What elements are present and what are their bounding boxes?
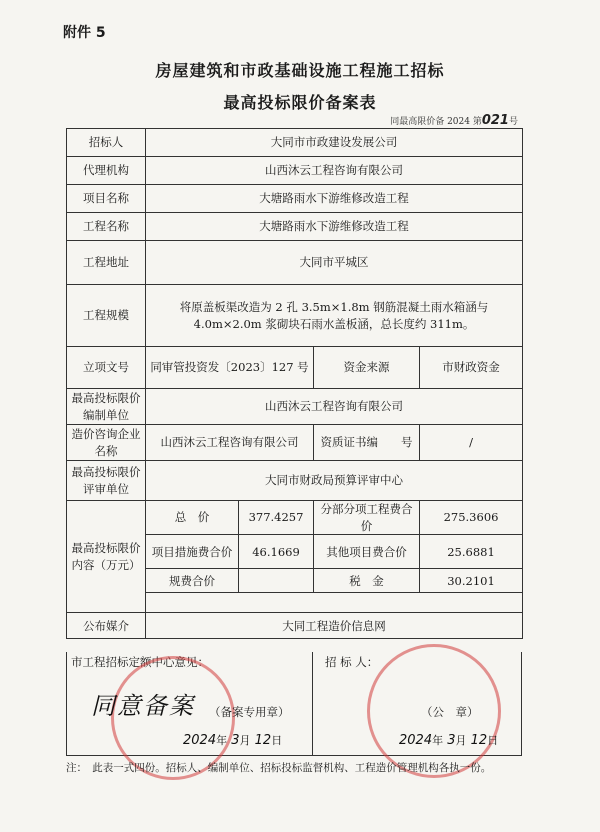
reviewer-value: 大同市财政局预算评审中心 [146, 461, 523, 501]
attachment-label: 附件 5 [63, 25, 106, 41]
cert-value: / [420, 425, 523, 461]
tenderer-label: 招标人 [67, 129, 146, 157]
work-label: 工程名称 [67, 213, 146, 241]
site-label: 工程地址 [67, 241, 146, 285]
subitem-value: 275.3606 [420, 501, 523, 535]
compiler-value: 山西沐云工程咨询有限公司 [146, 389, 523, 425]
tax-value: 30.2101 [420, 569, 523, 593]
work-value: 大塘路雨水下游维修改造工程 [146, 213, 523, 241]
center-date-day: 12 [254, 733, 272, 748]
center-date [183, 732, 282, 748]
center-signature: 同意备案 [91, 692, 195, 720]
cert-label: 资质证书编 号 [314, 425, 420, 461]
tenderer-unit-month: 月 [455, 734, 467, 747]
scale-label: 工程规模 [67, 285, 146, 347]
tenderer-date-month: 3 [447, 733, 456, 748]
fund-label: 资金来源 [314, 347, 420, 389]
tenderer-date-day: 12 [470, 733, 488, 748]
doc-no-value: 021 [481, 113, 509, 128]
site-value: 大同市平城区 [146, 241, 523, 285]
doc-no-prefix: 同最高限价备 2024 第 [390, 117, 482, 127]
center-date-month: 3 [231, 733, 240, 748]
tenderer-value: 大同市市政建设发展公司 [146, 129, 523, 157]
page-subtitle: 最高投标限价备案表 [223, 93, 377, 112]
reviewer-label: 最高投标限价评审单位 [67, 461, 146, 501]
approval-label: 立项文号 [67, 347, 146, 389]
fee-value [239, 569, 314, 593]
other-value: 25.6881 [420, 535, 523, 569]
document-number [390, 113, 518, 128]
center-opinion-block [67, 652, 313, 756]
approval-value: 同审管投资发〔2023〕127 号 [146, 347, 314, 389]
subitem-label: 分部分项工程费合价 [314, 501, 420, 535]
other-label: 其他项目费合价 [314, 535, 420, 569]
footnote: 注： 此表一式四份。招标人、编制单位、招标投标监督机构、工程造价管理机构各执一份。 [66, 762, 492, 774]
center-unit-month: 月 [239, 734, 251, 747]
center-unit-year: 年 [216, 734, 228, 747]
consult-label: 造价咨询企业名称 [67, 425, 146, 461]
approval-section [66, 652, 522, 756]
page-title: 房屋建筑和市政基础设施工程施工招标 [155, 61, 445, 80]
center-date-year: 2024 [183, 733, 217, 748]
center-seal-label: （备案专用章） [209, 705, 290, 719]
media-value: 大同工程造价信息网 [146, 613, 523, 639]
compiler-label: 最高投标限价编制单位 [67, 389, 146, 425]
project-label: 项目名称 [67, 185, 146, 213]
project-value: 大塘路雨水下游维修改造工程 [146, 185, 523, 213]
content-blank [146, 593, 523, 613]
center-opinion-label: 市工程招标定额中心意见： [71, 655, 209, 669]
total-value: 377.4257 [239, 501, 314, 535]
tenderer-date-year: 2024 [399, 733, 433, 748]
measure-value: 46.1669 [239, 535, 314, 569]
fee-label: 规费合价 [146, 569, 239, 593]
consult-value: 山西沐云工程咨询有限公司 [146, 425, 314, 461]
filing-table [66, 128, 523, 639]
tenderer-sign-label: 招 标 人： [325, 655, 379, 669]
center-unit-day: 日 [271, 734, 283, 747]
doc-no-suffix: 号 [508, 117, 518, 127]
tenderer-date [399, 732, 498, 748]
agency-value: 山西沐云工程咨询有限公司 [146, 157, 523, 185]
tenderer-unit-year: 年 [432, 734, 444, 747]
fund-value: 市财政资金 [420, 347, 523, 389]
media-label: 公布媒介 [67, 613, 146, 639]
tenderer-seal-label: （公 章） [421, 705, 479, 719]
total-label: 总 价 [146, 501, 239, 535]
tax-label: 税 金 [314, 569, 420, 593]
measure-label: 项目措施费合价 [146, 535, 239, 569]
agency-label: 代理机构 [67, 157, 146, 185]
scale-value: 将原盖板渠改造为 2 孔 3.5m×1.8m 钢筋混凝土雨水箱涵与 4.0m×2.0m 浆砌块石雨水盖板涵，总长度约 311m。 [146, 285, 523, 347]
tenderer-unit-day: 日 [487, 734, 499, 747]
content-label: 最高投标限价内容（万元） [67, 501, 146, 613]
